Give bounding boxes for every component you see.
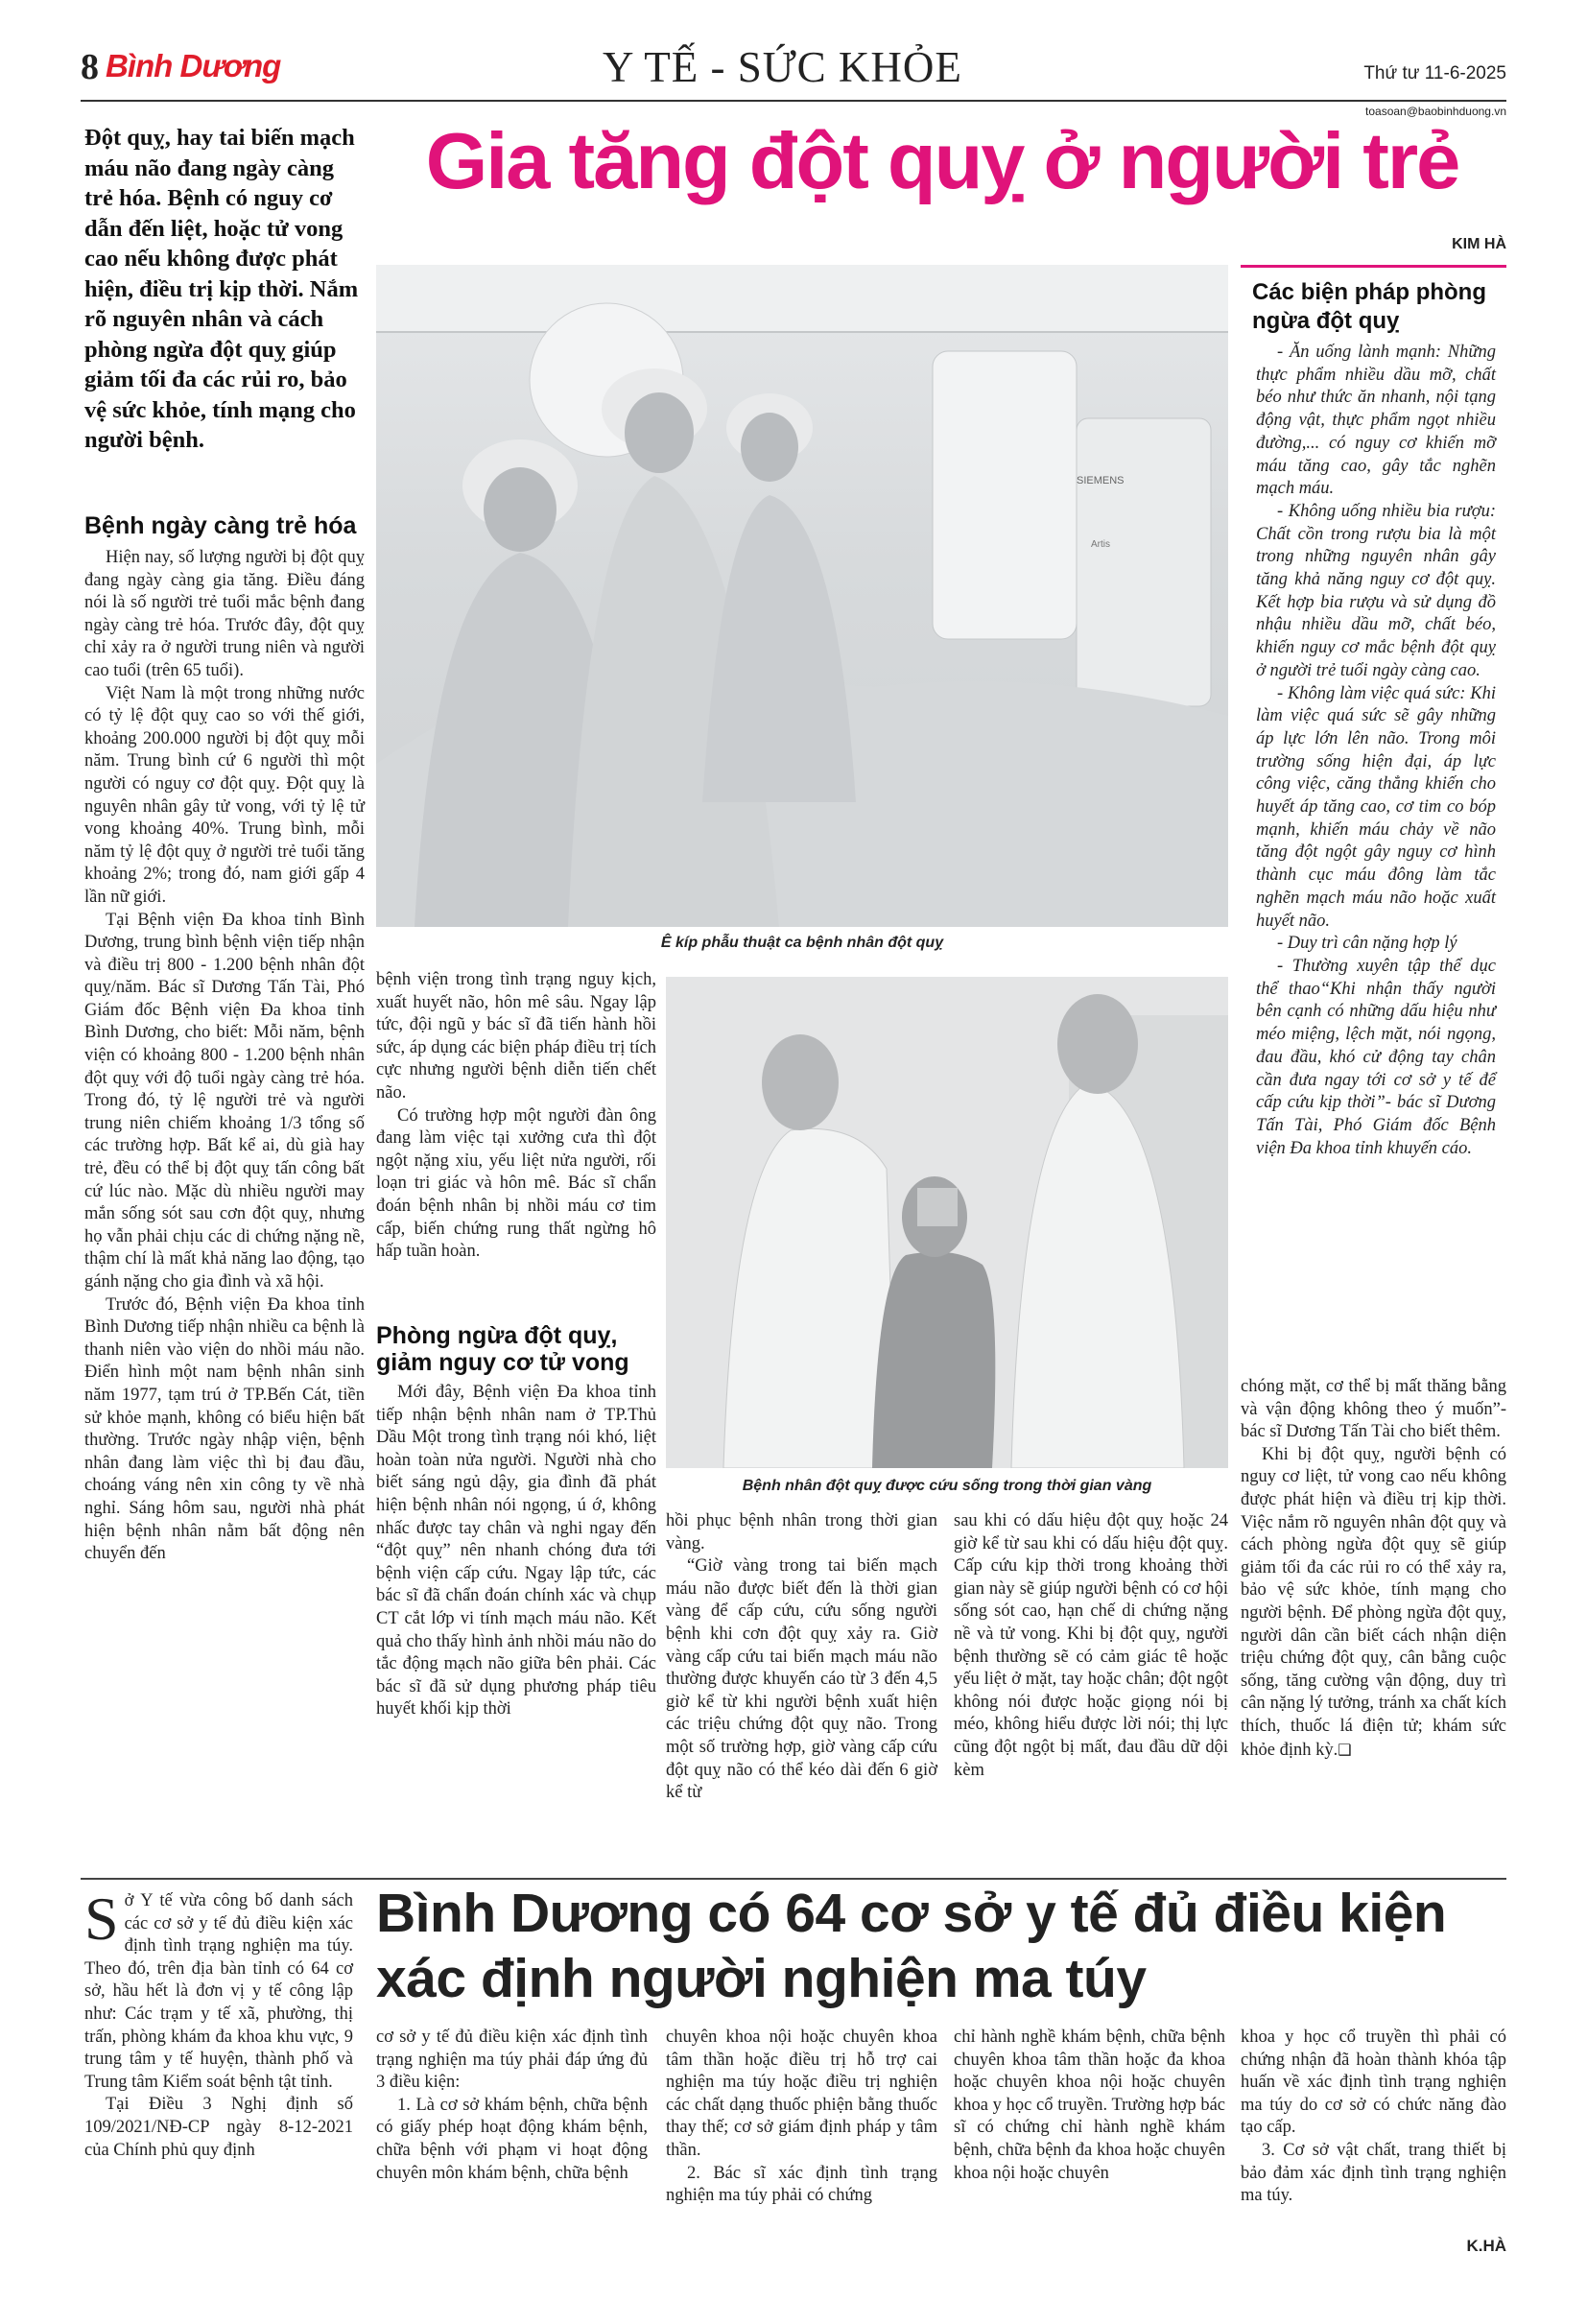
paragraph: Hiện nay, số lượng người bị đột quỵ đang ngày càng gia tăng. Điều đáng nói là số người trẻ tuổi mắc bệnh đang ngày càng trẻ hóa. Trước đây, đột quỵ chỉ xảy ra ở người trung niên và người cao tuổi (trên 65 tuổi). [84,548,365,680]
article2-byline: K.HÀ [1466,2237,1506,2255]
byline: KIM HÀ [1452,236,1506,252]
page-header [81,42,1506,100]
issue-date: Thứ tư 11-6-2025 [1363,63,1506,83]
prevention-sidebar [1241,265,1506,1353]
paragraph: Có trường hợp một người đàn ông đang làm việc tại xưởng cưa thì đột ngột nặng xỉu, yếu liệt nửa người, rối loạn tri giác và hôn mê. Bác sĩ chẩn đoán bệnh nhân bị nhồi máu cơ tim cấp, biến chứng rung thất ngừng hô hấp tuần hoàn. [376,1105,656,1262]
sidebar-top-rule [1241,265,1506,268]
sidebar-paragraph: - Không uống nhiều bia rượu: Chất cồn trong rượu bia là một trong những nguyên nhân gây tăng khả năng nguy cơ đột quỵ. Kết hợp bia rượu và sử dụng đồ nhậu nhiều dầu mỡ, chất béo, khiến nguy cơ mắc bệnh đột quỵ ở người trẻ tuổi ngày càng cao. [1256,501,1496,680]
paragraph-text: ở Y tế vừa công bố danh sách các cơ sở y tế đủ điều kiện xác định tình trạng nghiện ma túy. Theo đó, trên địa bàn tỉnh có 64 cơ sở, hầu hết là đơn vị y tế công lập như: Các trạm y tế xã, phường, thị trấn, phòng khám đa khoa khu vực, 9 trung tâm y tế huyện, thành phố và Trung tâm Kiểm soát bệnh tật tỉnh. [84,1891,353,2092]
paragraph: chuyên khoa nội hoặc chuyên khoa tâm thần hoặc điều trị hỗ trợ cai nghiện ma túy hoặc điều trị nghiện các chất dạng thuốc phiện bằng thuốc thay thế; cơ sở giám định pháp y tâm thần. [666,2028,937,2160]
article2-column-2 [376,2027,648,2185]
column-4 [954,1510,1228,1782]
header-rule [81,100,1506,102]
paragraph: bệnh viện trong tình trạng nguy kịch, xuất huyết não, hôn mê sâu. Ngay lập tức, đội ngũ y bác sĩ đã tiến hành hồi sức, áp dụng các biện pháp điều trị tích cực nhưng người bệnh diễn tiến chết não. [376,970,656,1103]
paragraph: Trước đó, Bệnh viện Đa khoa tỉnh Bình Dương tiếp nhận nhiều ca bệnh là thanh niên vào viện do nhồi máu não. Điển hình một nam bệnh nhân sinh năm 1977, tạm trú ở TP.Bến Cát, tiền sử khỏe mạnh, không có biểu hiện bất thường. Trước ngày nhập viện, bệnh nhân đang làm việc thì bị đau đầu, choáng váng nên xin công ty về nhà nghỉ. Sáng hôm sau, người nhà phát hiện bệnh nhân nằm bất động nên chuyển đến [84,1294,365,1564]
article2-column-3 [666,2027,937,2208]
paragraph-text: Khi bị đột quỵ, người bệnh có nguy cơ liệt, tử vong cao nếu không được phát hiện và điều trị kịp thời. Việc nắm rõ nguyên nhân đột quỵ và cách phòng ngừa đột quỵ sẽ giúp giảm tối đa các rủi ro có thể xảy ra, bảo vệ sức khỏe, tính mạng cho người bệnh. Để phòng ngừa đột quỵ, người dân cần biết cách nhận diện triệu chứng đột quỵ, cân bằng cuộc sống, tăng cường vận động, duy trì cân nặng lý tưởng, tránh xa chất kích thích, thuốc lá điện tử; khám sức khỏe định kỳ. [1241,1444,1506,1760]
paragraph: cơ sở y tế đủ điều kiện xác định tình trạng nghiện ma túy phải đáp ứng đủ 3 điều kiện: [376,2028,648,2093]
surgery-photo [376,265,1228,927]
paragraph: 1. Là cơ sở khám bệnh, chữa bệnh có giấy phép hoạt động khám bệnh, chữa bệnh với phạm vi hoạt động chuyên môn khám bệnh, chữa bệnh [376,2095,648,2183]
photo1-caption: Ê kíp phẫu thuật ca bệnh nhân đột quỵ [660,935,944,951]
artis-label: Artis [1091,539,1110,550]
contact-email: toasoan@baobinhduong.vn [1365,105,1506,118]
paragraph: chóng mặt, cơ thể bị mất thăng bằng và vận động không theo ý muốn”- bác sĩ Dương Tấn Tài cho biết thêm. [1241,1377,1506,1442]
patient-photo [666,977,1228,1468]
article2-headline: Bình Dương có 64 cơ sở y tế đủ điều kiện xác định người nghiện ma túy [376,1883,1447,2009]
paragraph [84,1885,353,2094]
column-2b [376,1382,656,1721]
paragraph: hồi phục bệnh nhân trong thời gian vàng. [666,1511,937,1553]
paragraph: khoa y học cổ truyền thì phải có chứng nhận đã hoàn thành khóa tập huấn về xác định tình trạng nghiện ma túy do cơ sở có chức năng đào tạo cấp. [1241,2028,1506,2138]
paragraph: 2. Bác sĩ xác định tình trạng nghiện ma túy phải có chứng [666,2163,937,2206]
siemens-label: SIEMENS [1077,475,1125,486]
article2-column-1 [84,1885,353,2162]
sidebar-paragraph: - Không làm việc quá sức: Khi làm việc quá sức sẽ gây những áp lực lớn lên não. Trong môi trường sống hiện đại, áp lực công việc, căng thẳng khiến cho huyết áp tăng cao, cơ tim co bóp mạnh, khiến máu chảy về não tăng đột ngột gây nguy cơ hình thành cục máu đông làm tắc nghẽn mạch máu não hoặc xuất huyết não. [1256,683,1496,931]
sidebar-paragraph: - Ăn uống lành mạnh: Những thực phẩm nhiều dầu mỡ, chất béo như thức ăn nhanh, nội tạng động vật, thực phẩm ngọt nhiều đường,... có nguy cơ khiến mỡ máu tăng cao, gây tắc nghẽn mạch máu. [1256,343,1496,499]
column-2 [376,969,656,1264]
article2-column-5 [1241,2027,1506,2208]
article-lead: Đột quỵ, hay tai biến mạch máu não đang ngày càng trẻ hóa. Bệnh có nguy cơ dẫn đến liệt, hoặc tử vong cao nếu không được phát hiện, điều trị kịp thời. Nắm rõ nguyên nhân và cách phòng ngừa đột quỵ giúp giảm tối đa các rủi ro, bảo vệ sức khỏe, tính mạng cho người bệnh. [84,125,359,453]
paragraph: Mới đây, Bệnh viện Đa khoa tỉnh tiếp nhận bệnh nhân nam ở TP.Thủ Dầu Một trong tình trạng nói khó, liệt hoàn toàn nửa người. Người nhà cho biết sáng ngủ dậy, gia đình đã phát hiện bệnh nhân nói ngọng, ú ớ, không nhấc được tay chân và nghi ngay đến “đột quỵ” nên nhanh chóng đưa tới bệnh viện cấp cứu. Ngay lập tức, các bác sĩ đã chẩn đoán chính xác và chụp CT cắt lớp vi tính mạch máu não. Kết quả cho thấy hình ảnh nhồi máu não do tắc động mạch não giữa bên phải. Các bác sĩ đã sử dụng phương pháp tiêu huyết khối kịp thời [376,1383,656,1719]
brand-logo: Bình Dương [106,48,281,83]
article2-column-4 [954,2027,1225,2185]
paragraph: sau khi có dấu hiệu đột quỵ hoặc 24 giờ kể từ sau khi có dấu hiệu đột quỵ. Cấp cứu kịp thời trong khoảng thời gian này sẽ giúp người bệnh có cơ hội sống sót cao, hạn chế di chứng nặng nề và tử vong. Khi bị đột quỵ, người bệnh thường sẽ có cảm giác tê hoặc yếu liệt ở mặt, tay hoặc chân; đột ngột không nói được hoặc giọng nói bị méo, không hiểu được lời nói; thị lực cũng đột ngột bị mất, đau đầu dữ dội kèm [954,1511,1228,1780]
paragraph [1241,1444,1506,1762]
sidebar-paragraph: - Duy trì cân nặng hợp lý [1277,934,1457,954]
column-1 [84,547,365,1566]
article-divider [81,1878,1506,1880]
sidebar-body [1256,342,1496,1160]
paragraph: Tại Bệnh viện Đa khoa tỉnh Bình Dương, trung bình bệnh viện tiếp nhận và điều trị 800 - 1.200 bệnh nhân đột quỵ/năm. Bác sĩ Dương Tấn Tài, Phó Giám đốc Bệnh viện Đa khoa tỉnh Bình Dương, cho biết: Mỗi năm, bệnh viện có khoảng 800 - 1.200 bệnh nhân đột quỵ với độ tuổi ngày càng trẻ hóa. Trong đó, tỷ lệ người trẻ và người trung niên chiếm khoảng 1/3 tổng số các trường hợp. Bất kể ai, dù già hay trẻ, đều có thể bị đột quỵ tấn công bất cứ lúc nào. Mặc dù nhiều người may mắn sống sót sau cơn đột quỵ, nhưng họ vẫn phải chịu các di chứng nặng nề, thậm chí là mất khả năng lao động, tạo gánh nặng cho gia đình và xã hội. [84,910,365,1292]
subhead-prevention: Phòng ngừa đột quỵ, giảm nguy cơ tử vong [376,1322,629,1376]
subhead-younger: Bệnh ngày càng trẻ hóa [84,512,357,539]
section-title: Y TẾ - SỨC KHỎE [603,43,962,91]
column-3 [666,1510,937,1805]
paragraph: chỉ hành nghề khám bệnh, chữa bệnh chuyên khoa tâm thần hoặc đa khoa hoặc chuyên khoa nội hoặc chuyên khoa y học cổ truyền. Trường hợp bác sĩ có chứng chỉ hành nghề khám bệnh, chữa bệnh đa khoa hoặc chuyên khoa nội hoặc chuyên [954,2028,1225,2183]
photo2-caption: Bệnh nhân đột quỵ được cứu sống trong thời gian vàng [742,1478,1152,1494]
paragraph: Tại Điều 3 Nghị định số 109/2021/NĐ-CP ngày 8-12-2021 của Chính phủ quy định [84,2095,353,2160]
paragraph: 3. Cơ sở vật chất, trang thiết bị bảo đảm xác định tình trạng nghiện ma túy. [1241,2140,1506,2206]
headline: Gia tăng đột quỵ ở người trẻ [425,116,1459,205]
paragraph: “Giờ vàng trong tai biến mạch máu não được biết đến là thời gian vàng để cấp cứu, cứu sống người bệnh khi cơn đột quỵ xảy ra. Giờ vàng cấp cứu tai biến mạch máu não thường được khuyến cáo từ 3 đến 4,5 giờ kể từ khi người bệnh xuất hiện các triệu chứng đột quỵ não. Trong một số trường hợp, giờ vàng cấp cứu đột quỵ não có thể kéo dài đến 6 giờ kể từ [666,1556,937,1803]
sidebar-title: Các biện pháp phòng ngừa đột quỵ [1252,279,1486,334]
paragraph: Việt Nam là một trong những nước có tỷ lệ đột quỵ cao so với thế giới, khoảng 200.000 người bị đột quỵ mỗi năm. Trung bình cứ 6 người thì một người có nguy cơ đột quỵ. Đột quỵ là nguyên nhân gây tử vong, với tỷ lệ tử vong khoảng 40%. Trung bình, mỗi năm tỷ lệ đột quỵ ở người trẻ tuổi tăng khoảng 2%; trong đó, nam giới gấp 4 lần nữ giới. [84,683,365,907]
dropcap: S [84,1885,119,1953]
end-mark-icon: ❑ [1338,1740,1352,1759]
column-5 [1241,1376,1506,1762]
page-number: 8 [81,47,99,87]
sidebar-paragraph: - Thường xuyên tập thể dục thể thao“Khi nhận thấy người bên cạnh có những dấu hiệu như méo miệng, lệch mặt, nói ngọng, đau đầu, khó cử động tay chân cần đưa ngay tới cơ sở y tế để cấp cứu kịp thời”- bác sĩ Dương Tấn Tài, Phó Giám đốc Bệnh viện Đa khoa tỉnh khuyến cáo. [1256,956,1496,1158]
